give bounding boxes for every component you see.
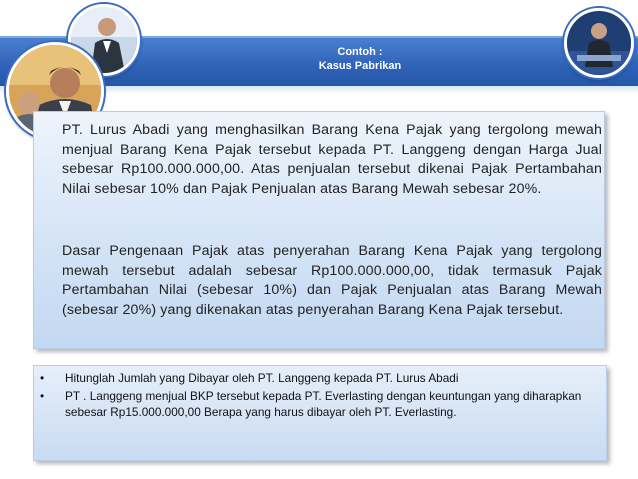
question-item xyxy=(40,370,600,386)
question-text: PT . Langgeng menjual BKP tersebut kepada PT. Everlasting dengan keuntungan yang diharapkan sebesar Rp15.000.000,00 Berapa yang harus dibayar oleh PT. Everlasting. xyxy=(65,389,582,419)
bullet-point: • xyxy=(40,389,45,403)
tax-base-paragraph: Dasar Pengenaan Pajak atas penyerahan Barang Kena Pajak yang tergolong mewah tersebut adalah sebesar Rp100.000.000,00, tidak termasuk Pajak Pertambahan Nilai (sebesar 10%) dan Pajak Penjualan atas Barang Mewah (sebesar 20%) yang dikenakan atas penyerahan Barang Kena Pajak tersebut. xyxy=(62,243,602,318)
slide-title-line2: Kasus Pabrikan xyxy=(318,60,402,72)
question-list xyxy=(40,370,600,422)
question-text: Hitunglah Jumlah yang Dibayar oleh PT. Langgeng kepada PT. Lurus Abadi xyxy=(65,371,459,385)
slide-title xyxy=(240,45,480,73)
question-item xyxy=(40,388,600,420)
case-paragraph: PT. Lurus Abadi yang menghasilkan Barang Kena Pajak yang tergolong mewah menjual Barang Kena Pajak tersebut kepada PT. Langgeng dengan Harga Jual sebesar Rp100.000.000,00. Atas penjualan tersebut dikenai Pajak Pertambahan Nilai sebesar 10% dan Pajak Penjualan atas Barang Mewah sebesar 20%. xyxy=(62,122,602,197)
slide-title-line1: Contoh : xyxy=(337,46,383,58)
bullet-point: • xyxy=(40,371,45,385)
business-photo-right xyxy=(564,8,634,78)
business-photo-right-image xyxy=(567,11,631,75)
